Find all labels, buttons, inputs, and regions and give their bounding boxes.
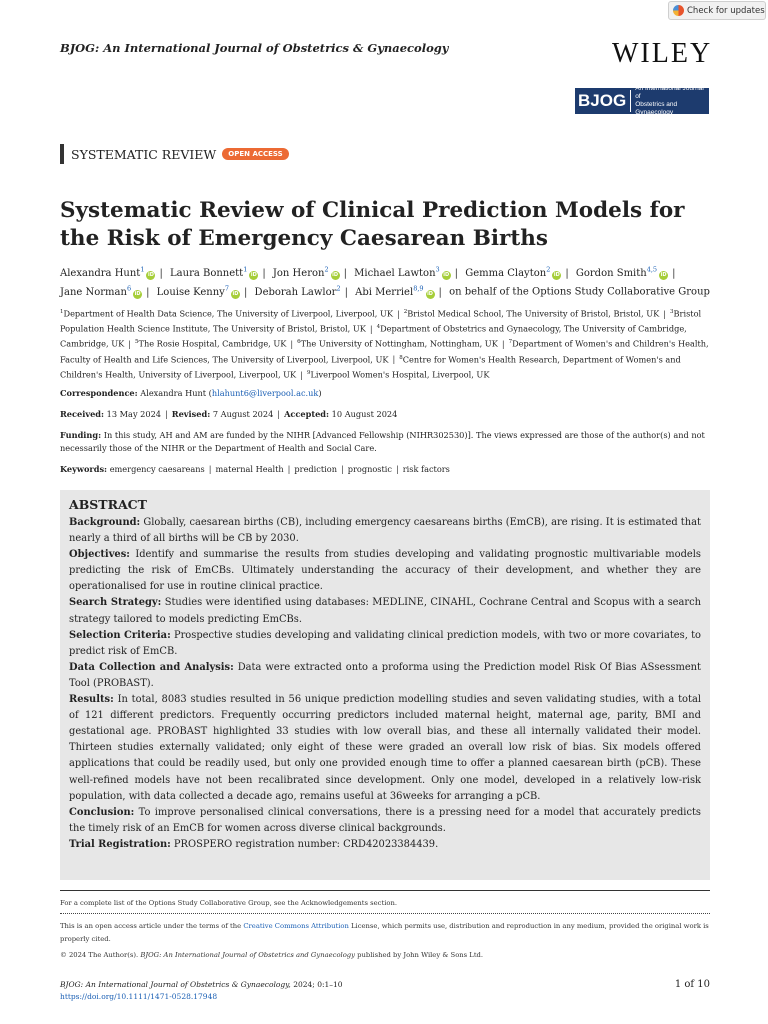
orcid-icon[interactable]: iD xyxy=(443,272,450,279)
affiliation: Bristol Population Health Science Institute, The University of Bristol, Bristol, UK xyxy=(60,308,702,334)
abstract-trial-registration xyxy=(69,837,701,853)
affil-separator: | xyxy=(392,354,396,365)
orcid-icon[interactable]: iD xyxy=(232,290,239,297)
affil-separator: | xyxy=(501,339,505,350)
affiliation: Bristol Medical School, The University of Bristol, Bristol, UK xyxy=(407,308,660,319)
received-label: Received: xyxy=(60,409,105,419)
abstract-data-collection xyxy=(69,660,701,692)
abstract-section-text: Studies were identified using databases: MEDLINE, CINAHL, Cochrane Central and Scopus with a search strategy tailored to models predicting EmCBs. xyxy=(69,597,701,625)
author[interactable] xyxy=(60,284,142,298)
abstract-box xyxy=(60,490,710,880)
author-affil-sup: 1 xyxy=(140,266,145,274)
orcid-icon[interactable]: iD xyxy=(250,272,257,279)
keyword: maternal Health xyxy=(215,464,284,474)
author-separator: | xyxy=(262,268,266,280)
keywords xyxy=(60,463,710,476)
author[interactable] xyxy=(273,268,340,279)
journal-logo xyxy=(575,85,709,116)
orcid-icon[interactable]: iD xyxy=(427,290,433,297)
check-for-updates-label: Check for updates xyxy=(687,5,765,16)
abstract-section-label: Conclusion: xyxy=(69,806,135,818)
author-affil-sup: 1 xyxy=(243,266,248,274)
affil-separator: | xyxy=(300,369,303,380)
affiliation: The Rosie Hospital, Cambridge, UK xyxy=(138,339,287,350)
author-separator: | xyxy=(565,268,569,280)
open-access-badge: OPEN ACCESS xyxy=(222,148,288,160)
author[interactable] xyxy=(156,284,240,298)
affil-separator: | xyxy=(128,339,131,350)
abstract-search-strategy xyxy=(69,595,701,627)
date-separator: | xyxy=(165,409,168,419)
keyword-separator: | xyxy=(395,464,399,474)
author-affil-sup: 2 xyxy=(324,266,329,274)
affil-sup: 2 xyxy=(403,309,408,315)
affiliation: Liverpool Women's Hospital, Liverpool, UK xyxy=(310,369,490,380)
copyright-footnote xyxy=(60,949,710,962)
citation-journal: BJOG: An International Journal of Obstetrics & Gynaecology, xyxy=(60,980,291,989)
journal-logo-subtitle xyxy=(631,85,709,117)
abstract-section-text: To improve personalised clinical conversations, there is a pressing need for a model that accurately predicts the timely risk of an EmCB for women across diverse clinical backgrounds. xyxy=(69,806,702,834)
author[interactable] xyxy=(355,284,434,298)
author-affil-sup: 6 xyxy=(126,284,132,293)
affil-sup: 1 xyxy=(60,309,64,315)
revised-label: Revised: xyxy=(171,409,211,419)
author-separator: | xyxy=(672,268,676,280)
affil-sup: 8 xyxy=(399,354,403,361)
page-number: 1 of 10 xyxy=(674,979,710,990)
check-for-updates-button[interactable] xyxy=(668,1,766,20)
publisher-logo: WILEY xyxy=(612,38,713,69)
doi-link[interactable]: https://doi.org/10.1111/1471-0528.17948 xyxy=(60,992,218,1001)
affil-separator: | xyxy=(290,339,294,350)
article-dates xyxy=(60,408,710,421)
author-separator: | xyxy=(454,268,459,280)
author-affil-sup: 8,9 xyxy=(413,284,424,293)
accepted-date: 10 August 2024 xyxy=(331,409,398,419)
author-separator: | xyxy=(438,286,442,298)
abstract-heading: ABSTRACT xyxy=(69,497,147,512)
funding-label: Funding: xyxy=(60,430,102,440)
keyword: risk factors xyxy=(402,464,450,474)
author-separator: | xyxy=(343,268,347,280)
correspondence xyxy=(60,387,710,400)
affiliation: Department of Women's and Children's Health, Faculty of Health and Life Sciences, The University of Liverpool, Liverpool, UK xyxy=(60,339,709,365)
author-affil-sup: 3 xyxy=(435,266,440,274)
abstract-section-text: Prospective studies developing and validating clinical prediction models, with two or more covariates, to predict risk of EmCB. xyxy=(69,629,701,657)
abstract-section-label: Results: xyxy=(69,694,114,706)
author-name: Gordon Smith xyxy=(575,268,647,280)
abstract-section-label: Data Collection and Analysis: xyxy=(69,661,234,673)
abstract-section-label: Trial Registration: xyxy=(69,838,171,850)
author-name: Michael Lawton xyxy=(354,268,436,280)
keyword: prediction xyxy=(294,464,337,474)
citation-rest: 2024; 0:1–10 xyxy=(290,980,343,989)
license-text-pre: This is an open access article under the terms of the xyxy=(60,922,244,930)
author-separator: | xyxy=(243,286,248,298)
author-separator: | xyxy=(159,268,163,280)
affil-separator: | xyxy=(397,308,400,319)
author[interactable] xyxy=(60,268,155,279)
affil-separator: | xyxy=(663,308,667,319)
author[interactable] xyxy=(170,268,258,279)
abstract-section-text: In total, 8083 studies resulted in 56 unique prediction modelling studies and seven validating studies, with a total of 121 different predictors. Frequently occurring predictors included maternal height, maternal age, parity, BMI and gestational age. PROBAST highlighted 33 studies with low overall bias, and these all internally validated their model. Thirteen studies externally validated; only eight of these were graded an overall low risk of bias. Six models offered applications that could be readily used, but only one provided enough time to offer a planned caesarean birth (pCB). These well-refined models have not been recalibrated since development. Only one model, developed in a relatively low-risk population, with data collected a decade ago, remains useful at 36weeks for arranging a pCB. xyxy=(69,694,702,802)
author-separator: | xyxy=(146,286,150,298)
correspondence-close: ) xyxy=(318,388,322,398)
keyword: prognostic xyxy=(347,464,392,474)
keywords-label: Keywords: xyxy=(60,464,108,474)
keyword-separator: | xyxy=(340,464,344,474)
affil-sup: 4 xyxy=(376,324,381,331)
orcid-icon[interactable]: iD xyxy=(553,272,560,279)
journal-name: BJOG: An International Journal of Obstetrics & Gynaecology xyxy=(60,41,449,55)
affil-sup: 7 xyxy=(508,339,513,346)
copyright-post: published by John Wiley & Sons Ltd. xyxy=(355,951,484,959)
citation-line xyxy=(60,979,710,991)
author-group: on behalf of the Options Study Collaborative Group xyxy=(449,286,710,298)
author-separator: | xyxy=(344,286,348,298)
abstract-section-text: Data were extracted onto a proforma using the Prediction model Risk Of Bias ASsessment Tool (PROBAST). xyxy=(69,661,701,689)
abstract-section-text: Identify and summarise the results from studies developing and validating prognostic multivariable models predicting the risk of EmCBs. Ultimately understanding the accuracy of their development, and whether they are operationalised for use in routine clinical practice. xyxy=(69,549,701,593)
affil-separator: | xyxy=(369,323,373,334)
author-name: Alexandra Hunt xyxy=(60,268,141,280)
funding xyxy=(60,429,710,455)
author-name: Deborah Lawlor xyxy=(254,286,337,298)
keyword: emergency caesareans xyxy=(109,464,205,474)
abstract-section-label: Search Strategy: xyxy=(69,597,162,609)
author-name: Laura Bonnett xyxy=(170,268,244,280)
abstract-section-text: PROSPERO registration number: CRD42023384439. xyxy=(173,838,439,850)
author-name: Gemma Clayton xyxy=(465,268,547,280)
author[interactable] xyxy=(254,284,341,298)
affil-sup: 9 xyxy=(306,369,311,376)
author-list xyxy=(60,263,710,300)
orcid-icon[interactable]: iD xyxy=(134,290,141,297)
article-title: Systematic Review of Clinical Prediction Models for the Risk of Emergency Caesarean Births xyxy=(60,198,685,251)
author[interactable] xyxy=(576,268,668,279)
author-affil-sup: 2 xyxy=(546,266,551,274)
footnote-divider xyxy=(60,890,710,891)
abstract-section-label: Objectives: xyxy=(69,549,130,561)
orcid-icon[interactable]: iD xyxy=(332,272,339,279)
abstract-results xyxy=(69,692,701,805)
journal-logo-subtitle-line1: An International Journal of xyxy=(635,85,704,100)
article-type xyxy=(60,144,289,164)
orcid-icon[interactable]: iD xyxy=(660,272,667,279)
author[interactable] xyxy=(354,268,451,279)
copyright-journal: BJOG: An International Journal of Obstetrics and Gynaecology xyxy=(140,951,356,959)
author-affil-sup: 7 xyxy=(224,284,229,293)
correspondence-email-link[interactable]: hlahunt6@liverpool.ac.uk xyxy=(211,388,319,398)
crossmark-icon xyxy=(673,5,684,16)
abstract-objectives xyxy=(69,547,701,595)
received-date: 13 May 2024 xyxy=(106,409,162,419)
page-footer xyxy=(60,979,710,1003)
article-type-bar xyxy=(60,144,64,164)
abstract-section-label: Background: xyxy=(69,517,141,528)
correspondence-label: Correspondence: xyxy=(60,388,138,398)
author-name: Jane Norman xyxy=(60,286,127,298)
orcid-icon[interactable]: iD xyxy=(148,272,154,279)
author-affil-sup: 2 xyxy=(336,284,341,293)
abstract-selection-criteria xyxy=(69,628,701,660)
journal-logo-subtitle-line2: Obstetrics and Gynaecology xyxy=(635,101,678,116)
funding-text: In this study, AH and AM are funded by the NIHR [Advanced Fellowship (NIHR302530)]. The views expressed are those of the author(s) and not necessarily those of the NIHR or the Department of Health and Social Care. xyxy=(60,430,705,453)
author-affil-sup: 4,5 xyxy=(646,266,658,274)
abstract-background xyxy=(69,515,701,547)
keyword-separator: | xyxy=(208,464,212,474)
journal-logo-letters: BJOG xyxy=(575,90,631,112)
author-name: Jon Heron xyxy=(272,268,325,280)
license-link[interactable]: Creative Commons Attribution xyxy=(243,922,349,930)
keyword-separator: | xyxy=(287,464,291,474)
affiliation: Department of Obstetrics and Gynaecology, The University of Cambridge, Cambridge, UK xyxy=(60,323,687,350)
article-type-label: SYSTEMATIC REVIEW xyxy=(71,146,217,162)
affiliation: The University of Nottingham, Nottingham, UK xyxy=(300,339,498,350)
copyright-pre: © 2024 The Author(s). xyxy=(60,951,141,959)
correspondence-name: Alexandra Hunt ( xyxy=(140,388,212,398)
author-name: Abi Merriel xyxy=(355,286,414,298)
date-separator: | xyxy=(277,409,281,419)
abstract-conclusion xyxy=(69,805,701,837)
author-name: Louise Kenny xyxy=(156,286,225,298)
dotted-divider xyxy=(60,913,710,914)
affil-sup: 3 xyxy=(670,309,674,315)
revised-date: 7 August 2024 xyxy=(212,409,274,419)
accepted-label: Accepted: xyxy=(284,409,330,419)
group-footnote: For a complete list of the Options Study Collaborative Group, see the Acknowledgements section. xyxy=(60,899,398,907)
license-text-post: License, which permits use, distribution and reproduction in any medium, provided the original work is properly cited. xyxy=(60,922,709,943)
author[interactable] xyxy=(465,268,561,279)
affil-sup: 5 xyxy=(135,339,139,346)
license-footnote xyxy=(60,920,710,946)
abstract-section-text: Globally, caesarean births (CB), including emergency caesareans births (EmCB), are rising. It is estimated that nearly a third of all births will be CB by 2030. xyxy=(69,517,701,545)
affiliations xyxy=(60,306,710,382)
affiliation: Department of Health Data Science, The University of Liverpool, Liverpool, UK xyxy=(63,308,394,319)
affil-sup: 6 xyxy=(297,339,301,346)
abstract-section-label: Selection Criteria: xyxy=(69,629,171,641)
affiliation: Centre for Women's Health Research, Department of Women's and Children's Health, University of Liverpool, Liverpool, UK xyxy=(60,354,681,380)
